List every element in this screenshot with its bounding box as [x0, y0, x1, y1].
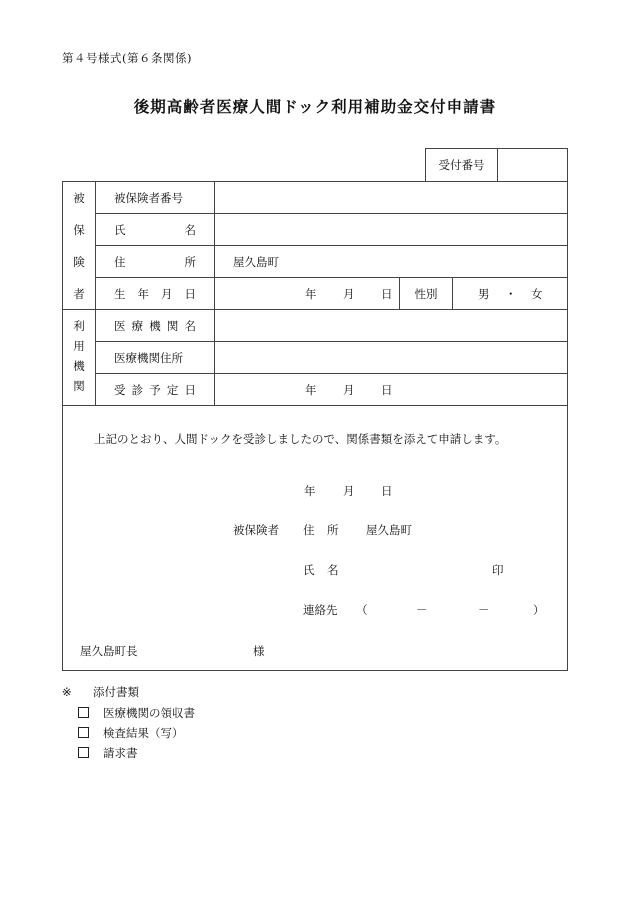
dob-day-unit: 日 — [381, 287, 393, 301]
facility-group-char-1: 利 — [73, 319, 85, 333]
contact-label: 連絡先 — [303, 603, 338, 617]
seal-mark: 印 — [492, 563, 504, 577]
declaration-statement: 上記のとおり、人間ドックを受診しましたので、関係書類を添えて申請します。 — [94, 432, 507, 446]
facility-address-field[interactable] — [216, 344, 566, 372]
checkbox-icon[interactable] — [78, 707, 89, 718]
facility-group-char-4: 関 — [73, 379, 85, 393]
applicant-name-label-1: 氏 — [303, 563, 315, 577]
applicant-label: 被保険者 — [233, 523, 279, 537]
dob-month-unit: 月 — [343, 287, 355, 301]
contact-dash-1: － — [416, 603, 428, 617]
checkbox-icon[interactable] — [78, 747, 89, 758]
contact-open-paren: （ — [356, 603, 368, 617]
facility-group-char-3: 機 — [73, 359, 85, 373]
insured-group-char-2: 保 — [73, 223, 85, 237]
declaration-day-unit: 日 — [381, 484, 393, 498]
insured-number-field[interactable] — [216, 184, 566, 212]
addressee-honorific: 様 — [253, 644, 265, 658]
checkbox-icon[interactable] — [78, 727, 89, 738]
dob-label: 生 年 月 日 — [114, 287, 196, 301]
gender-male[interactable]: 男 — [478, 287, 490, 301]
contact-close-paren: ） — [533, 603, 545, 617]
facility-group-char-2: 用 — [73, 339, 85, 353]
facility-name-field[interactable] — [216, 312, 566, 340]
address-value[interactable]: 屋久島町 — [233, 255, 279, 269]
insured-group-char-4: 者 — [73, 287, 85, 301]
declaration-year-unit: 年 — [304, 484, 316, 498]
insured-group-char-1: 被 — [73, 191, 85, 205]
declaration-month-unit: 月 — [343, 484, 355, 498]
form-title: 後期高齢者医療人間ドック利用補助金交付申請書 — [133, 98, 497, 116]
attachments-heading: 添付書類 — [92, 685, 139, 699]
contact-dash-2: － — [478, 603, 490, 617]
name-field[interactable] — [216, 216, 566, 244]
reception-label: 受付番号 — [438, 158, 485, 172]
insured-group-char-3: 険 — [73, 255, 85, 269]
applicant-address-value[interactable]: 屋久島町 — [366, 523, 412, 537]
addressee: 屋久島町長 — [80, 644, 138, 658]
form-number: 第４号様式(第６条関係) — [62, 51, 192, 65]
gender-female[interactable]: 女 — [531, 287, 543, 301]
visit-month-unit: 月 — [343, 383, 355, 397]
applicant-name-label-2: 名 — [327, 563, 339, 577]
applicant-address-label-2: 所 — [327, 523, 339, 537]
applicant-address-label-1: 住 — [303, 523, 315, 537]
visit-date-label: 受 診 予 定 日 — [114, 383, 196, 397]
dob-year-unit: 年 — [305, 287, 317, 301]
note-mark-icon: ※ — [62, 685, 72, 699]
insured-number-label: 被保険者番号 — [114, 191, 183, 205]
address-label: 住 所 — [114, 255, 196, 269]
attachments-heading-row — [62, 684, 139, 700]
gender-label: 性別 — [414, 287, 438, 301]
name-label: 氏 名 — [114, 223, 196, 237]
gender-separator: ・ — [505, 287, 517, 301]
facility-address-label: 医療機関住所 — [114, 351, 183, 365]
attachment-item: 医療機関の領収書 — [78, 705, 195, 721]
attachment-item: 検査結果（写） — [78, 725, 184, 741]
facility-name-label: 医 療 機 関 名 — [114, 319, 196, 333]
visit-day-unit: 日 — [381, 383, 393, 397]
visit-year-unit: 年 — [305, 383, 317, 397]
attachment-item: 請求書 — [78, 745, 138, 761]
